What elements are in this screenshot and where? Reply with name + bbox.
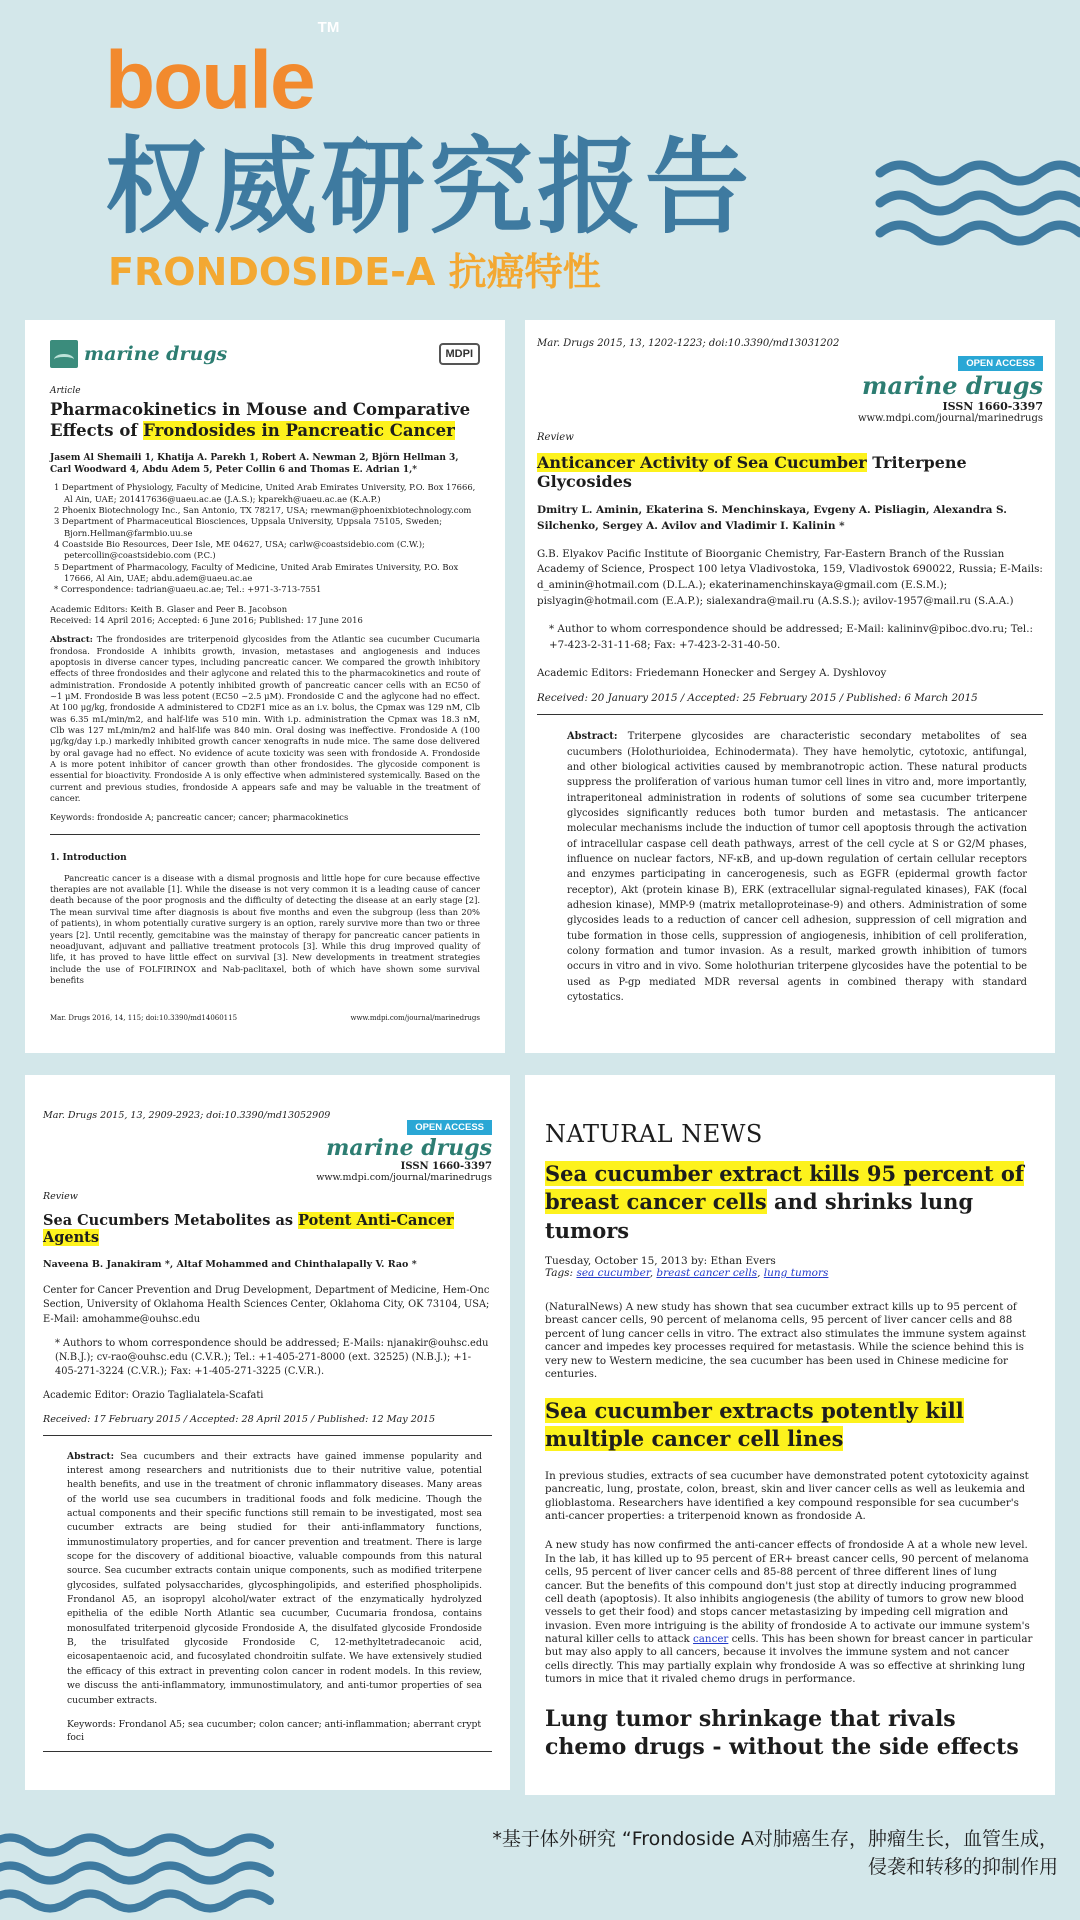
keywords: Keywords: frondoside A; pancreatic cancer; cancer; pharmacokinetics [50,812,349,823]
academic-editors: Academic Editor: Orazio Taglialatela-Scafati [43,1390,264,1402]
footer-citation: Mar. Drugs 2016, 14, 115; doi:10.3390/md14060115 [50,1014,238,1023]
affiliation-list [50,482,480,595]
marine-drugs-logo-icon [50,340,78,368]
divider [537,714,1043,715]
page-title: 权威研究报告 [105,126,754,248]
journal-issn: ISSN 1660-3397 [400,1161,492,1172]
news-paragraph: (NaturalNews) A new study has shown that sea cucumber extract kills up to 95 percent of breast cancer cells, 90 percent of melanoma cells, 95 percent of liver cancer cells and 88 percent of lung cancer cells in vitro. The extract also stimulates the immune system against cancer and impedes key processes required for metastasis. While the science behind this is very new to Western medicine, the sea cucumber has been used in Chinese medicine for centuries. [545,1301,1026,1380]
news-headline-highlight: Sea cucumber extract kills 95 percent of breast cancer cells [545,1161,1024,1215]
article-title [43,1212,492,1246]
journal-name: marine drugs [862,371,1043,400]
journal-logo [50,340,227,368]
news-paragraph-text: A new study has now confirmed the anti-cancer effects of frondoside A at a whole new level. In the lab, it has killed up to 95 percent of ER+ breast cancer cells, 90 percent of melanoma cells, 95 percent of liver cancer cells and 85-88 percent of three different lines of lung cancer. But the benefits of this compound don't just stop at directly inducing programmed cell death (apoptosis). It also inhibits angiogenesis (the ability of tumors to grow new blood vessels to get their food) and stops cancer metastasizing by impeding cell migration and invasion. Even more intriguing is the ability of frondoside A to activate our immune system's natural killer cells to attack [545,1539,1030,1645]
journal-header [537,371,1043,424]
news-paragraph-text: cells. This has been shown for breast cancer in particular but may also apply to all cancers, because it involves the immune system and not cancer cells directly. This may partially explain why frondoside A was so effective at shrinking lung tumors in mice that it rivaled chemo drugs in performance. [545,1633,1033,1686]
intro-paragraph: Pancreatic cancer is a disease with a dismal prognosis and little hope for cure because effective therapies are not available [1]. While the disease is not very common it is a leading cause of cancer death because of the poor prognosis and the difficulty of detecting the disease at an early stage [2]. The mean survival time after diagnosis is about five months and even the subgroup (less than 20% of patients), in whom potentially curative surgery is an option, rarely survive more than two or three years [2]. Until recently, gemcitabine was the mainstay of therapy for pancreatic cancer patients in neoadjuvant, adjuvant and palliative treatment protocols [3]. While this drug improved quality of life, it has proved to have little effect on survival [3]. New developments in treatment strategies include the use of FOLFIRINOX and Nab-paclitaxel, both of which have shown some survival benefits [50,872,480,985]
journal-name: marine drugs [84,343,228,365]
wave-decoration-icon [870,148,1080,248]
trademark-mark: TM [317,18,340,36]
news-source-logo: NATURAL NEWS [545,1120,763,1148]
footnote [330,1826,1058,1881]
section-title: 1. Introduction [50,852,127,863]
journal-url: www.mdpi.com/journal/marinedrugs [857,413,1043,424]
article-dates: Received: 14 April 2016; Accepted: 6 June 2016; Published: 17 June 2016 [50,614,363,625]
footnote-line: 侵袭和转移的抑制作用 [867,1855,1058,1878]
tag-link[interactable]: lung tumors [763,1267,829,1280]
page-footer [50,1014,480,1022]
correspondence: * Authors to whom correspondence should be addressed; E-Mails: njanakir@ouhsc.edu (N.B.J.); cv-rao@ouhsc.edu (C.V.R.); Tel.: +1-405-271-8000 (ext. 32525) (N.B.J.); +1-405-271-3224 (C.V.R.); Fax: +1-405-271-3225 (C.V.R.). [55,1337,489,1378]
inline-link[interactable]: cancer [693,1633,729,1645]
journal-header [50,340,480,368]
article-dates: Received: 20 January 2015 / Accepted: 25 February 2015 / Published: 6 March 2015 [537,692,978,705]
abstract-text: Sea cucumbers and their extracts have gained immense popularity and interest among researchers and nutritionists due to their nutritive value, potential health benefits, and use in the treatment of chronic inflammatory diseases. Many areas of the world use sea cucumbers in traditional foods and folk medicine. Though the actual components and their specific functions still remain to be investigated, most sea cucumber extracts are being studied for their anti-inflammatory functions, immunostimulatory properties, and for cancer prevention and treatment. There is large scope for the discovery of additional bioactive, valuable compounds from this natural source. Sea cucumber extracts contain unique components, such as modified triterpene glycosides, sulfated polysaccharides, glycosphingolipids, and esterified phospholipids. Frondanol A5, an isopropyl alcohol/water extract of the enzymatically hydrolyzed epithelia of the edible North Atlantic sea cucumber, Cucumaria frondosa, contains monosulfated triterpenoid glycoside Frondoside A, the disulfated glycoside Frondoside B, the trisulfated glycoside Frondoside C, 12-methyltetradecanoic acid, eicosapentaenoic acid, and fucosylated chondroitin sulfate. We have extensively studied the efficacy of this extract in preventing colon cancer in rodent models. In this review, we discuss the anti-inflammatory, immunostimulatory, and anti-tumor properties of sea cucumber extracts. [67,1450,483,1706]
academic-editors: Academic Editors: Friedemann Honecker and Sergey A. Dyshlovoy [537,667,887,680]
divider [43,1435,492,1436]
tags-label: Tags: [545,1267,574,1280]
brand-logo [105,18,340,126]
article-dates: Received: 17 February 2015 / Accepted: 28 April 2015 / Published: 12 May 2015 [43,1413,436,1425]
affiliation-item: 4 Coastside Bio Resources, Deer Isle, ME 04627, USA; carlw@coastsidebio.com (C.W.); petercollin@coastsidebio.com (P.C.) [54,538,425,561]
journal-name: marine drugs [326,1135,492,1161]
abstract-text: The frondosides are triterpenoid glycosides from the Atlantic sea cucumber Cucumaria frondosa. Frondoside A inhibits growth, invasion, metastases and angiogenesis and induces apoptosis in diverse cancer types, including pancreatic cancer. We compared the growth inhibitory effects of three frondosides and their aglycone and related this to the pharmacokinetics and route of administration. Frondoside A potently inhibited growth of pancreatic cancer cells with an EC50 of ~1 μM. Frondoside B was less potent (EC50 ~2.5 μM). Frondoside C and the aglycone had no effect. At 100 μg/kg, frondoside A administered to CD2F1 mice as an i.v. bolus, the Cpmax was 129 nM, Clb was 6.35 mL/min/m2, and half-life was 510 min. With i.p. administration the Cpmax was 18.3 nM, Clb was 127 mL/min/m2 and half-life was 840 min. Oral dosing was ineffective. Frondoside A (100 μg/kg/day i.p.) markedly inhibited growth cancer xenografts in nude mice. The same dose delivered by oral gavage had no effect. No evidence of acute toxicity was seen with frondoside A. Frondoside A is more potent inhibitor of cancer growth than other frondosides. The glycoside component is essential for bioactivity. Frondoside A is only effective when administered systemically. Based on the current and previous studies, frondoside A appears safe and may be valuable in the treatment of cancer. [50,634,480,804]
affiliation: Center for Cancer Prevention and Drug Development, Department of Medicine, Hem-Onc Section, University of Oklahoma Health Sciences Center, Oklahoma City, OK 73104, USA; E-Mail: amohamme@ouhsc.edu [43,1285,490,1325]
footnote-line: *基于体外研究 “Frondoside A对肺癌生存，肿瘤生长，血管生成， [492,1828,1058,1850]
open-access-badge: OPEN ACCESS [407,1120,492,1135]
journal-issn: ISSN 1660-3397 [942,400,1043,413]
paper-panel-pharmacokinetics [25,320,505,1053]
journal-citation: Mar. Drugs 2015, 13, 1202-1223; doi:10.3390/md13031202 [537,338,840,349]
abstract-label: Abstract: [567,731,618,743]
news-subheading-highlight: Sea cucumber extracts potently kill multiple cancer cell lines [545,1398,964,1451]
article-authors: Naveena B. Janakiram *, Altaf Mohammed and Chinthalapally V. Rao * [43,1259,417,1270]
affiliation: G.B. Elyakov Pacific Institute of Bioorganic Chemistry, Far-Eastern Branch of the Russian Academy of Science, Prospect 100 letya Vladivostoka, 159, Vladivostok 690022, Russia; E-Mails: d_aminin@hotmail.com (D.L.A.); ekaterinamenchinskaya@gmail.com (E.S.M.); pislyagin@hotmail.com (E.A.P.); sialexandra@mail.ru (A.S.S.); avilov-1957@mail.ru (S.A.A.) [537,547,1043,608]
open-access-badge: OPEN ACCESS [958,356,1043,371]
news-article-panel [525,1075,1055,1795]
news-paragraph [545,1539,1035,1686]
news-headline [545,1160,1035,1245]
abstract-label: Abstract: [50,634,93,645]
news-subheading [545,1397,1035,1452]
news-tags: Tags: sea cucumber, breast cancer cells, lung tumors [545,1267,829,1280]
abstract [50,634,480,804]
affiliation-item: * Correspondence: tadrian@uaeu.ac.ae; Tel.: +971-3-713-7551 [54,584,322,595]
keywords: Keywords: Frondanol A5; sea cucumber; colon cancer; anti-inflammation; aberrant crypt foci [67,1718,482,1744]
article-title [50,399,480,442]
news-subheading: Lung tumor shrinkage that rivals chemo drugs - without the side effects [545,1705,1019,1761]
abstract [567,729,1027,1005]
news-byline: Tuesday, October 15, 2013 by: Ethan Evers [545,1255,776,1268]
correspondence: * Author to whom correspondence should be addressed; E-Mail: kalininv@piboc.dvo.ru; Tel.: +7-423-2-31-11-68; Fax: +7-423-2-31-40-50. [549,623,1033,652]
article-authors: Dmitry L. Aminin, Ekaterina S. Menchinskaya, Evgeny A. Pisliagin, Alexandra S. Silchenko, Sergey A. Avilov and Vladimir I. Kalinin * [537,504,1007,532]
divider [50,834,480,835]
divider [43,1751,492,1752]
abstract [67,1450,482,1708]
article-type: Review [43,1191,78,1202]
article-title-text: Pharmacokinetics in Mouse and Comparative Effects of [50,400,471,441]
brand-logo-text: boule [105,35,314,126]
article-title-text: Sea Cucumbers Metabolites as [43,1212,299,1229]
article-title-text: Triterpene Glycosides [537,453,967,491]
publisher-logo: MDPI [439,343,481,365]
page-subtitle: FRONDOSIDE-A 抗癌特性 [108,250,601,294]
affiliation-item: 3 Department of Pharmaceutical Biosciences, Uppsala University, Uppsala 75105, Sweden; Bjorn.Hellman@farmbio.uu.se [54,516,443,538]
article-title-highlight: Anticancer Activity of Sea Cucumber [537,453,867,472]
tag-link[interactable]: sea cucumber [576,1267,650,1280]
affiliation-item: 5 Department of Pharmacology, Faculty of Medicine, United Arab Emirates University, P.O. Box 17666, Al Ain, UAE; abdu.adem@uaeu.ac.ae [54,561,459,583]
affiliation-item: 1 Department of Physiology, Faculty of Medicine, United Arab Emirates University, P.O. Box 17666, Al Ain, UAE; 201417636@uaeu.ac.ae (J.A.S.); kparekh@uaeu.ac.ae (K.A.P.) [54,482,476,504]
article-title [537,453,1043,491]
article-title-highlight: Potent Anti-Cancer Agents [43,1212,454,1246]
footer-url: www.mdpi.com/journal/marinedrugs [350,1014,480,1023]
news-paragraph: In previous studies, extracts of sea cucumber have demonstrated potent cytotoxicity against pancreatic, lung, prostate, colon, breast, skin and liver cancer cells as well as leukemia and glioblastoma. Researchers have identified a key compound responsible for sea cucumber's anti-cancer properties: a triterpenoid known as frondoside A. [545,1469,1029,1522]
article-type: Review [537,432,574,443]
wave-decoration-icon [0,1825,300,1915]
article-title-highlight: Frondosides in Pancreatic Cancer [143,421,455,441]
tag-link[interactable]: breast cancer cells [656,1267,758,1280]
journal-citation: Mar. Drugs 2015, 13, 2909-2923; doi:10.3390/md13052909 [43,1110,331,1121]
abstract-text: Triterpene glycosides are characteristic secondary metabolites of sea cucumbers (Holothurioidea, Echinodermata). They have hemolytic, cytotoxic, antifungal, and other biological activities caused by membranotropic action. These natural products suppress the proliferation of various human tumor cell lines in vitro and, more importantly, intraperitoneal administration in rodents of solutions of some sea cucumber triterpene glycosides significantly reduces both tumor burden and metastasis. The anticancer molecular mechanisms include the induction of tumor cell apoptosis through the activation of intracellular caspase cell death pathways, arrest of the cell cycle at S or G2/M phases, influence on nuclear factors, NF-κB, and up-down regulation of certain cellular receptors and enzymes participating in cancerogenesis, such as EGFR (epidermal growth factor receptor), Akt (protein kinase B), ERK (extracellular signal-regulated kinases), FAK (focal adhesion kinase), MMP-9 (matrix metalloproteinase-9) and others. Administration of some glycosides leads to a reduction of cancer cell adhesion, suppression of cell migration and tube formation in those cells, suppression of angiogenesis, inhibition of cell proliferation, colony formation and tumor invasion. As a result, marked growth inhibition of tumors occurs in vitro and in vivo. Some holothurian triterpene glycosides have the potential to be used as P-gp mediated MDR reversal agents in combined therapy with standard cytostatics. [567,731,1027,1004]
journal-url: www.mdpi.com/journal/marinedrugs [316,1172,492,1183]
article-authors: Jasem Al Shemaili 1, Khatija A. Parekh 1, Robert A. Newman 2, Björn Hellman 3, Carl Woodward 4, Abdu Adem 5, Peter Collin 6 and Thomas E. Adrian 1,* [50,452,459,476]
news-headline-text: and shrinks lung tumors [545,1189,974,1243]
paper-panel-anticancer-activity [525,320,1055,1053]
paper-panel-metabolites [25,1075,510,1790]
abstract-label: Abstract: [67,1450,114,1462]
article-type: Article [50,386,81,396]
journal-header [43,1135,492,1183]
affiliation-item: 2 Phoenix Biotechnology Inc., San Antonio, TX 78217, USA; rnewman@phoenixbiotechnology.com [54,504,472,515]
academic-editors: Academic Editors: Keith B. Glaser and Peer B. Jacobson [50,603,288,614]
